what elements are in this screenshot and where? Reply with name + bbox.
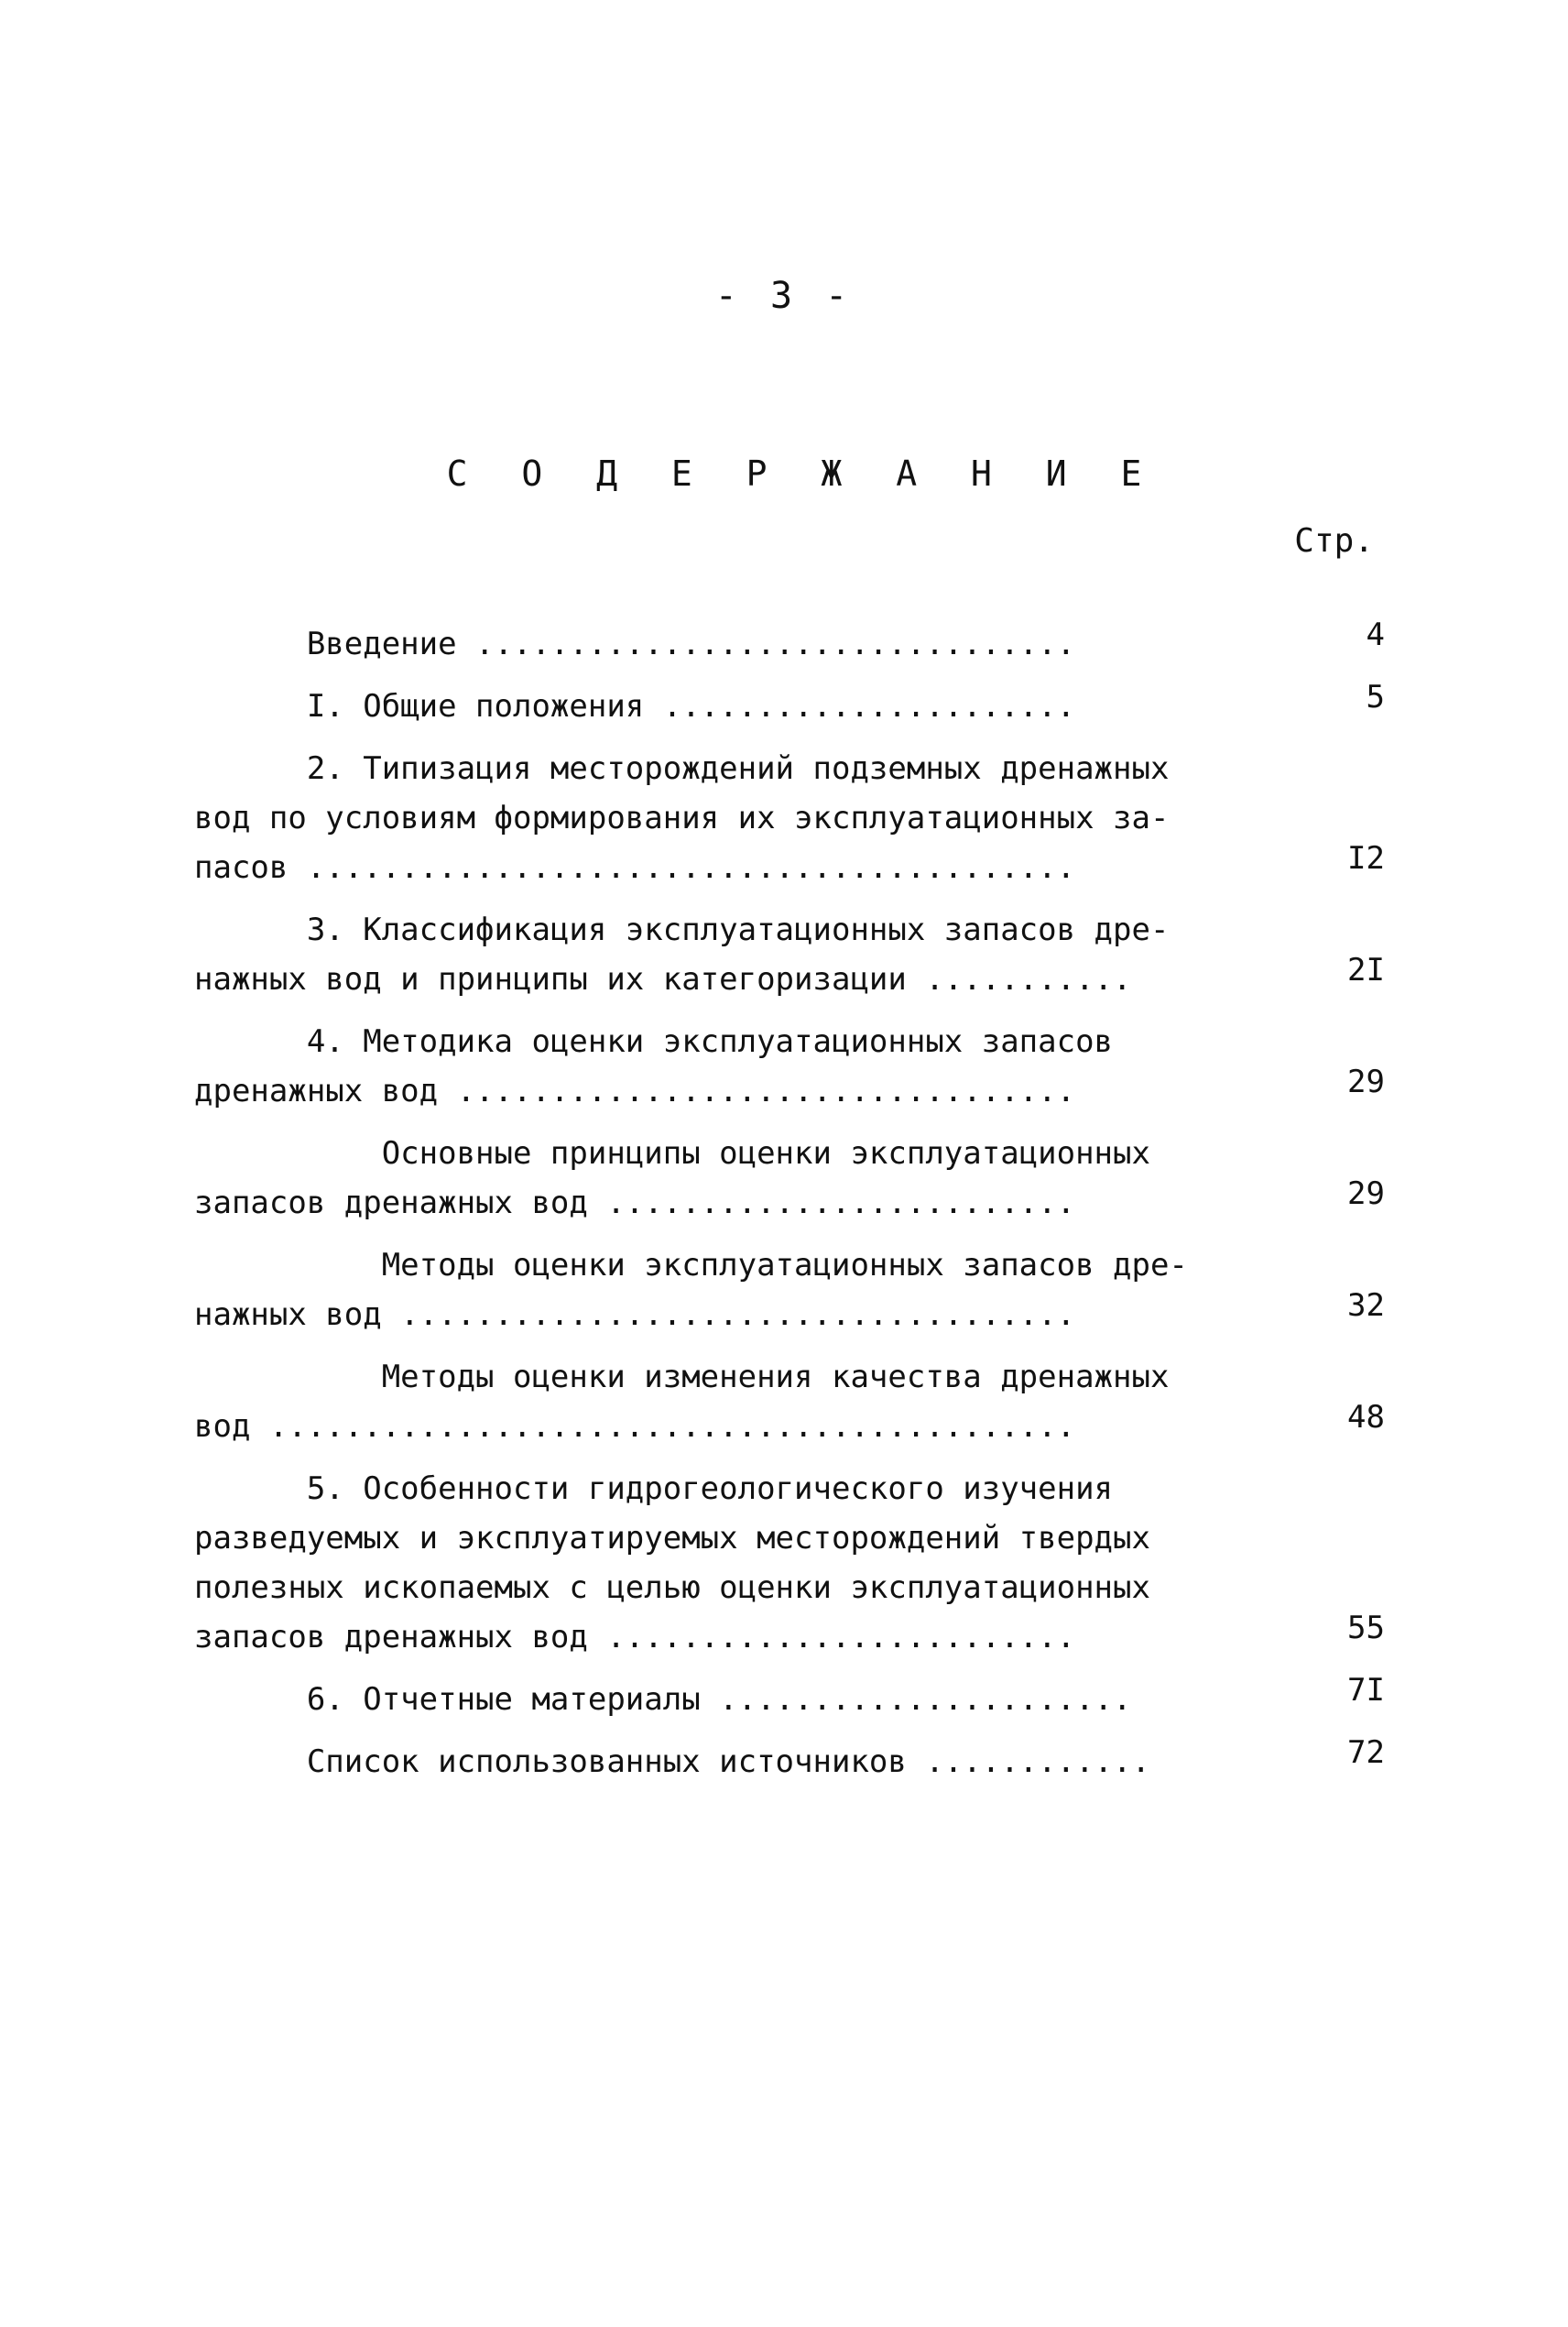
toc-entry-page: 72	[1347, 1734, 1385, 1771]
toc-entry-typification	[194, 744, 1385, 892]
toc-entry-text: 3. Классификация эксплуатационных запасов дре- нажных вод и принципы их категоризации ...........	[194, 912, 1170, 998]
contents-title: С О Д Е Р Ж А Н И Е	[446, 453, 1159, 494]
toc-entry-basic-principles	[194, 1129, 1385, 1228]
toc-entry-quality-change-methods	[194, 1352, 1385, 1451]
toc-entry-text: 4. Методика оценки эксплуатационных запасов дренажных вод .................................	[194, 1023, 1114, 1109]
page-number: - 3 -	[714, 275, 854, 317]
toc-entry-reporting-materials	[194, 1672, 1385, 1724]
toc-entry-text: 5. Особенности гидрогеологического изучения разведуемых и эксплуатируемых месторождений твердых полезных ископаемых с целью оценки эксплуатационных запасов дренажных вод .........................	[194, 1470, 1150, 1655]
toc-entry-page: 55	[1347, 1610, 1385, 1646]
toc-entry-text: Введение ................................	[194, 626, 1076, 662]
toc-entry-text: 2. Типизация месторождений подземных дренажных вод по условиям формирования их эксплуатационных за- пасов .........................................	[194, 750, 1170, 886]
toc-entry-references	[194, 1734, 1385, 1786]
table-of-contents	[194, 619, 1385, 1799]
toc-entry-page: I2	[1347, 840, 1385, 877]
toc-entry-page: 48	[1347, 1399, 1385, 1436]
toc-entry-page: 7I	[1347, 1672, 1385, 1709]
toc-entry-general-provisions	[194, 679, 1385, 731]
toc-entry-page: 29	[1347, 1064, 1385, 1100]
page-column-label: Стр.	[1294, 522, 1374, 560]
toc-entry-methodology	[194, 1017, 1385, 1116]
toc-entry-page: 2I	[1347, 952, 1385, 989]
toc-entry-introduction	[194, 619, 1385, 669]
toc-entry-text: Список использованных источников ............	[194, 1743, 1150, 1780]
toc-entry-text: Методы оценки эксплуатационных запасов дре- нажных вод ....................................	[194, 1247, 1188, 1333]
toc-entry-assessment-methods	[194, 1240, 1385, 1339]
toc-entry-page: 32	[1347, 1287, 1385, 1324]
toc-entry-page: 29	[1347, 1175, 1385, 1212]
toc-entry-hydrogeological-study	[194, 1464, 1385, 1662]
toc-entry-page: 4	[1366, 617, 1385, 653]
toc-entry-text: Основные принципы оценки эксплуатационных запасов дренажных вод .........................	[194, 1135, 1150, 1221]
toc-entry-classification	[194, 905, 1385, 1004]
toc-entry-page: 5	[1366, 679, 1385, 716]
toc-entry-text: I. Общие положения ......................	[194, 688, 1076, 725]
toc-entry-text: 6. Отчетные материалы ......................	[194, 1681, 1132, 1718]
toc-entry-text: Методы оценки изменения качества дренажных вод ...........................................	[194, 1359, 1170, 1445]
